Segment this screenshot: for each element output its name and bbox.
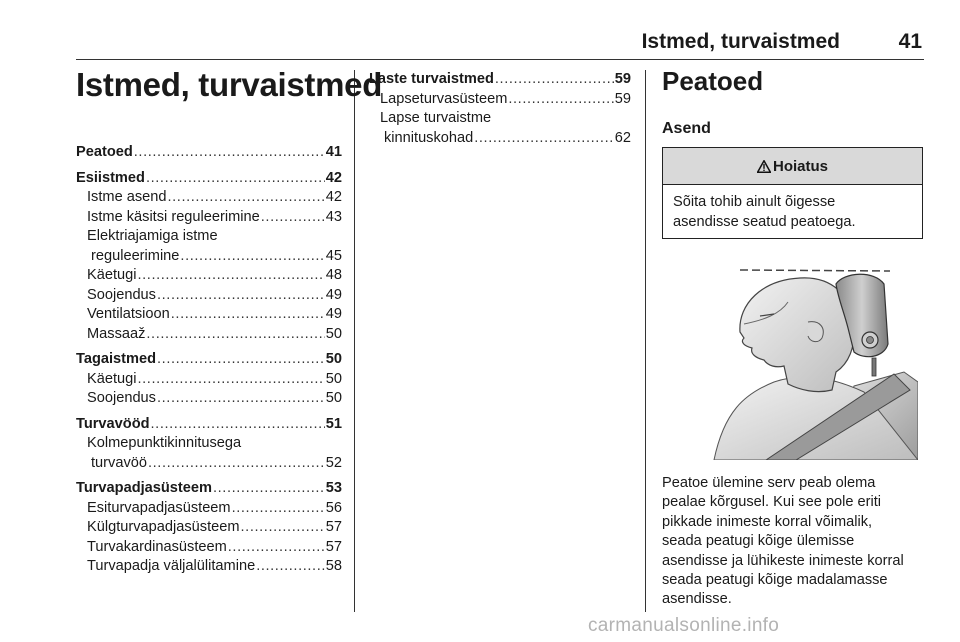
warning-triangle-icon — [757, 160, 771, 173]
toc-entry-label: turvavöö — [91, 454, 147, 471]
toc-entry-page: 56 — [325, 499, 342, 516]
warning-box — [662, 147, 923, 239]
toc-entry-page: 59 — [614, 71, 631, 87]
toc-leader-dots — [261, 208, 325, 228]
body-line: asendisse. — [662, 591, 732, 608]
toc-entry[interactable] — [76, 208, 342, 228]
page-number: 41 — [898, 30, 922, 53]
warning-body — [663, 185, 922, 232]
toc-entry-label: reguleerimine — [91, 247, 180, 264]
toc-entry[interactable] — [76, 454, 342, 474]
toc-entry-label: Elektriajamiga istme — [87, 228, 218, 244]
toc-entry-label: Soojendus — [87, 390, 156, 406]
toc-entry-page: 42 — [325, 169, 342, 186]
toc-entry-label: Tagaistmed — [76, 351, 157, 367]
body-line: pealae kõrgusel. Kui see pole eriti — [662, 494, 882, 511]
toc-entry-label: Esiturvapadjasüsteem — [87, 499, 231, 516]
toc-entry-label: Massaaž — [87, 325, 146, 342]
toc-entry-page: 50 — [325, 390, 342, 406]
toc-leader-dots — [168, 188, 325, 208]
toc-entry-page: 41 — [325, 144, 342, 160]
toc-entry[interactable] — [369, 70, 631, 90]
toc-entry-page: 57 — [325, 538, 342, 555]
toc-entry-label: Kolmepunktikinnitusega — [87, 435, 242, 451]
toc-entry[interactable] — [76, 538, 342, 558]
toc-leader-dots — [171, 305, 325, 325]
headrest-position-illustration — [704, 262, 918, 460]
toc-entry[interactable] — [369, 129, 631, 149]
toc-leader-dots — [148, 454, 325, 474]
toc-left — [76, 143, 342, 577]
toc-entry-label: Lapseturvasüsteem — [380, 90, 508, 107]
toc-leader-dots — [151, 415, 325, 435]
toc-leader-dots — [508, 90, 613, 110]
toc-leader-dots — [474, 129, 614, 149]
toc-entry-page: 53 — [325, 480, 342, 496]
toc-entry[interactable] — [369, 109, 631, 129]
toc-entry[interactable] — [76, 415, 342, 435]
toc-middle — [369, 70, 631, 148]
toc-entry[interactable] — [76, 389, 342, 409]
section-subtitle: Asend — [662, 120, 711, 137]
toc-entry-label: Istme käsitsi reguleerimine — [87, 208, 260, 225]
toc-entry-page: 45 — [325, 247, 342, 264]
toc-entry-page: 48 — [325, 267, 342, 283]
toc-leader-dots — [157, 286, 325, 306]
toc-entry-page: 52 — [325, 454, 342, 471]
toc-entry-label: Külgturvapadjasüsteem — [87, 519, 240, 535]
toc-leader-dots — [157, 389, 325, 409]
toc-leader-dots — [241, 518, 325, 538]
toc-leader-dots — [213, 479, 325, 499]
toc-entry-label: Peatoed — [76, 144, 133, 160]
toc-entry[interactable] — [76, 143, 342, 163]
toc-entry[interactable] — [76, 479, 342, 499]
section-title: Peatoed — [662, 66, 764, 96]
toc-entry[interactable] — [369, 90, 631, 110]
toc-entry-page: 42 — [325, 189, 342, 205]
toc-entry-page: 49 — [325, 306, 342, 322]
toc-entry[interactable] — [76, 266, 342, 286]
body-line: asendisse ja lühikeste inimeste korral — [662, 552, 904, 569]
toc-entry-label: Turvakardinasüsteem — [87, 538, 227, 555]
toc-entry-label: Turvapadjasüsteem — [76, 480, 212, 496]
toc-entry-page: 50 — [325, 351, 342, 367]
toc-leader-dots — [157, 350, 325, 370]
toc-leader-dots — [256, 557, 325, 577]
toc-entry[interactable] — [76, 286, 342, 306]
toc-leader-dots — [138, 370, 325, 390]
column-divider-right — [645, 70, 646, 612]
body-line: pikkade inimeste korral võimalik, — [662, 513, 873, 530]
toc-entry[interactable] — [76, 518, 342, 538]
warning-heading: Hoiatus — [772, 157, 828, 175]
toc-entry[interactable] — [76, 305, 342, 325]
warning-line: Sõita tohib ainult õigesse — [673, 194, 836, 210]
toc-leader-dots — [138, 266, 325, 286]
toc-leader-dots — [228, 538, 325, 558]
toc-entry[interactable] — [76, 557, 342, 577]
toc-entry-label: Soojendus — [87, 286, 156, 303]
toc-entry[interactable] — [76, 247, 342, 267]
watermark: carmanualsonline.info — [588, 615, 780, 636]
toc-leader-dots — [146, 169, 325, 189]
toc-entry-label: Käetugi — [87, 267, 137, 283]
header-rule — [76, 59, 924, 60]
toc-entry-page: 49 — [325, 286, 342, 303]
toc-leader-dots — [180, 247, 324, 267]
toc-entry-page: 50 — [325, 325, 342, 342]
toc-entry[interactable] — [76, 325, 342, 345]
warning-header — [663, 148, 922, 185]
toc-entry-page: 59 — [614, 90, 631, 107]
toc-entry[interactable] — [76, 499, 342, 519]
toc-entry-page: 57 — [325, 519, 342, 535]
column-divider-left — [354, 70, 355, 612]
toc-entry-page: 51 — [325, 415, 342, 432]
toc-entry-label: kinnituskohad — [384, 129, 474, 146]
toc-entry-label: Ventilatsioon — [87, 306, 170, 322]
toc-entry[interactable] — [76, 434, 342, 454]
toc-entry-label: Esiistmed — [76, 169, 145, 186]
warning-line: asendisse seatud peatoega. — [673, 213, 856, 230]
toc-entry-label: Käetugi — [87, 370, 137, 387]
toc-entry-page: 50 — [325, 370, 342, 387]
body-line: Peatoe ülemine serv peab olema — [662, 475, 876, 491]
toc-leader-dots — [232, 499, 325, 519]
toc-entry-label: Turvapadja väljalülitamine — [87, 558, 256, 574]
toc-entry-label: Turvavööd — [76, 415, 150, 432]
toc-entry-page: 43 — [325, 208, 342, 225]
running-header-title: Istmed, turvaistmed — [641, 30, 840, 53]
body-line: seada peatugi kõige madalamasse — [662, 572, 888, 589]
toc-entry[interactable] — [76, 350, 342, 370]
toc-leader-dots — [134, 143, 325, 163]
body-paragraph — [662, 474, 928, 610]
chapter-title: Istmed, turvaistmed — [76, 66, 383, 103]
toc-entry-label: Laste turvaistmed — [369, 71, 494, 87]
toc-leader-dots — [146, 325, 324, 345]
toc-leader-dots — [495, 70, 614, 90]
toc-entry-page: 58 — [325, 558, 342, 574]
toc-entry[interactable] — [76, 188, 342, 208]
toc-entry[interactable] — [76, 169, 342, 189]
toc-entry-label: Istme asend — [87, 189, 167, 205]
toc-entry-label: Lapse turvaistme — [380, 110, 492, 126]
toc-entry-page: 62 — [614, 129, 631, 146]
toc-entry[interactable] — [76, 370, 342, 390]
body-line: seada peatugi kõige ülemisse — [662, 533, 855, 550]
toc-entry[interactable] — [76, 227, 342, 247]
